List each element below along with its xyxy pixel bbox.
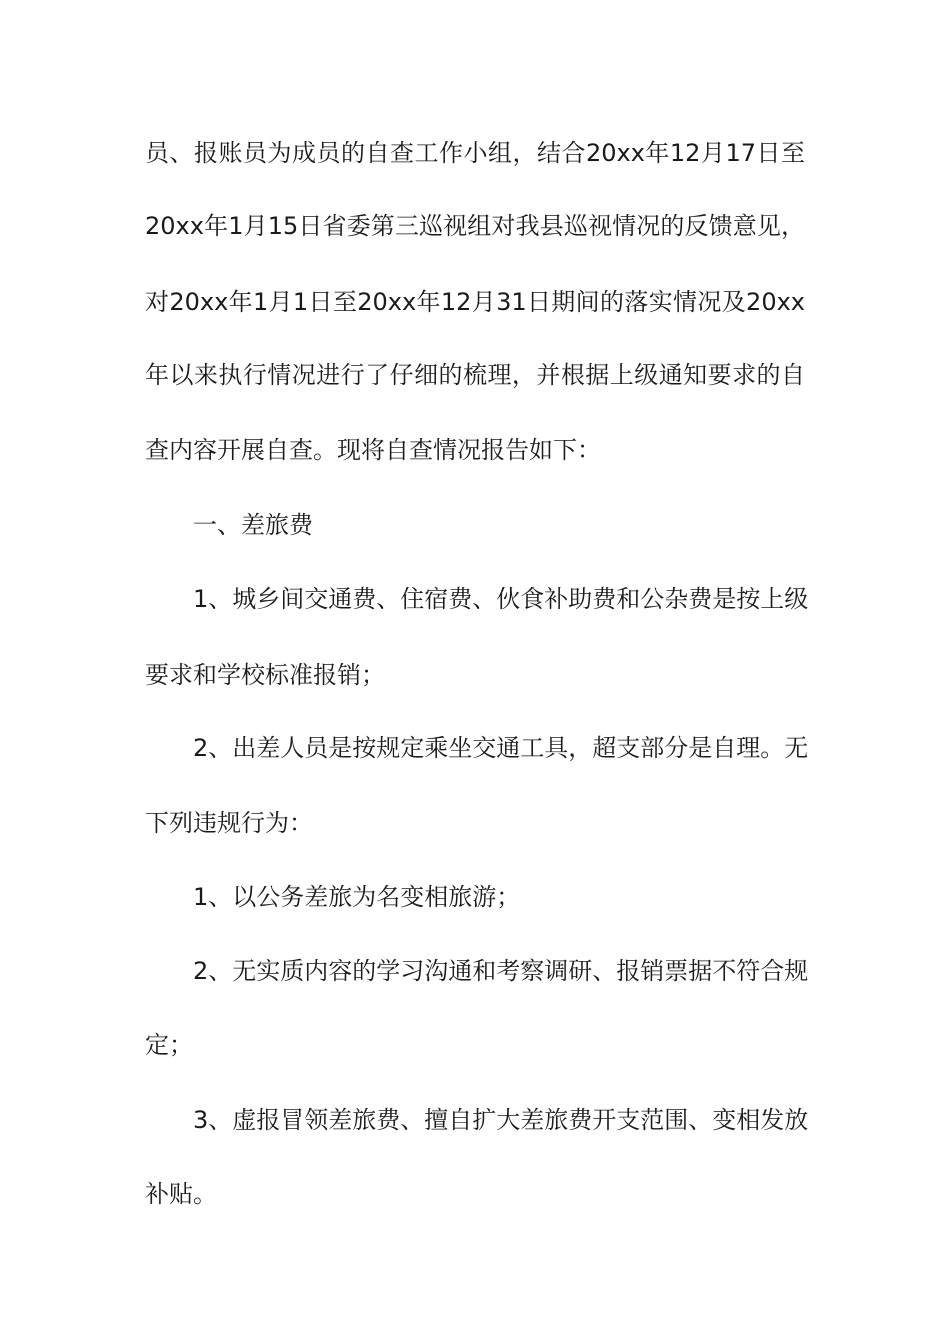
list-item-continuation: 定； bbox=[145, 1031, 193, 1059]
section-heading: 一、差旅费 bbox=[193, 511, 313, 539]
list-item: 3、虚报冒领差旅费、擅自扩大差旅费开支范围、变相发放 bbox=[193, 1106, 809, 1134]
paragraph-line: 年以来执行情况进行了仔细的梳理，并根据上级通知要求的自 bbox=[145, 361, 805, 389]
list-item: 1、以公务差旅为名变相旅游； bbox=[193, 883, 521, 911]
list-item: 1、城乡间交通费、住宿费、伙食补助费和公杂费是按上级 bbox=[193, 585, 809, 613]
list-item: 2、出差人员是按规定乘坐交通工具，超支部分是自理。无 bbox=[193, 734, 809, 762]
list-item-continuation: 下列违规行为： bbox=[145, 809, 313, 837]
paragraph-line: 查内容开展自查。现将自查情况报告如下： bbox=[145, 436, 601, 464]
paragraph-line: 对20xx年1月1日至20xx年12月31日期间的落实情况及20xx bbox=[145, 288, 805, 316]
paragraph-line: 员、报账员为成员的自查工作小组，结合20xx年12月17日至 bbox=[145, 139, 805, 167]
list-item-continuation: 补贴。 bbox=[145, 1180, 217, 1208]
paragraph-line: 20xx年1月15日省委第三巡视组对我县巡视情况的反馈意见， bbox=[145, 212, 805, 240]
list-item-continuation: 要求和学校标准报销； bbox=[145, 661, 385, 689]
list-item: 2、无实质内容的学习沟通和考察调研、报销票据不符合规 bbox=[193, 957, 809, 985]
